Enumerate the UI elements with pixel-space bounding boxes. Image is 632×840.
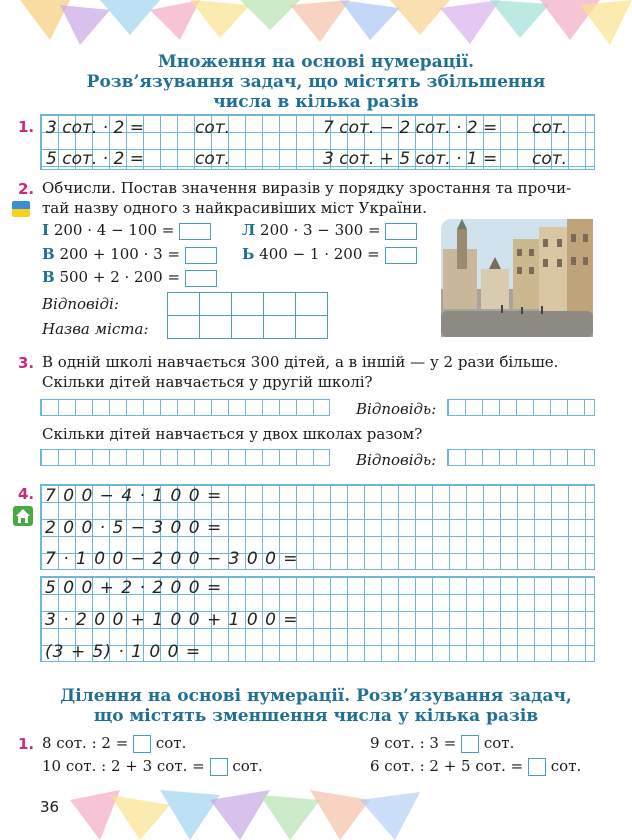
section1-title	[0, 52, 632, 112]
task1-row1-left-unit: сот.	[195, 118, 231, 138]
city-label: Назва міста:	[42, 320, 149, 338]
page-number: 36	[40, 798, 60, 816]
task5-item-4-expr: 6 сот. : 2 + 5 сот. =	[370, 757, 524, 775]
task3-question2: Скільки дітей навчається у двох школах разом?	[42, 425, 423, 443]
answer-strip[interactable]	[447, 399, 595, 416]
task5-number: 1.	[18, 735, 35, 753]
section1-title-line2: Розв’язування задач, що містять збільшення	[86, 72, 546, 92]
task5-item-2-unit: сот.	[483, 734, 515, 752]
lviv-city-photo	[441, 219, 593, 337]
task5-item-4	[370, 756, 581, 776]
task2-expr-soft-text: 400 − 1 · 200 =	[259, 245, 380, 263]
answer-box[interactable]	[185, 270, 217, 287]
solution-strip[interactable]	[40, 449, 330, 466]
answer-cell[interactable]	[264, 293, 296, 316]
task2-expr-l-letter: Л	[242, 221, 256, 239]
answers-label: Відповіді:	[42, 295, 119, 313]
city-cell[interactable]	[200, 316, 232, 339]
task2-text-line1: Обчисли. Постав значення виразів у порядку зростання та прочи-	[42, 179, 572, 197]
task1-row2-right-unit: сот.	[532, 149, 568, 169]
decorative-triangles-top	[0, 0, 632, 50]
task2-expr-i	[42, 220, 211, 240]
decorative-triangles-bottom	[0, 780, 632, 840]
task3-text-line1: В одній школі навчається 300 дітей, а в іншій — у 2 рази більше.	[42, 353, 559, 371]
ukraine-flag-icon	[12, 201, 30, 217]
section2-title-line2: що містять зменшення числа у кілька разів	[93, 706, 539, 726]
task2-text	[42, 178, 602, 218]
section2-title-line1: Ділення на основі нумерації. Розв’язування задач,	[60, 686, 572, 706]
city-cell[interactable]	[232, 316, 264, 339]
task4-expr-6: (3 + 5) · 1 0 0 =	[45, 642, 202, 662]
task3-text	[42, 352, 602, 392]
task5-item-4-unit: сот.	[550, 757, 582, 775]
task4-expr-5: 3 · 2 0 0 + 1 0 0 + 1 0 0 =	[45, 610, 299, 630]
task5-item-1-unit: сот.	[155, 734, 187, 752]
task5-item-3-expr: 10 сот. : 2 + 3 сот. =	[42, 757, 205, 775]
task1-row2-left-unit: сот.	[195, 149, 231, 169]
task2-expr-v2	[42, 267, 217, 287]
task1-row2-left: 5 сот. · 2 =	[46, 149, 144, 169]
answer-cell[interactable]	[168, 293, 200, 316]
answer-label: Відповідь:	[356, 451, 437, 469]
task2-number: 2.	[18, 180, 35, 198]
answer-cell[interactable]	[200, 293, 232, 316]
answer-cell[interactable]	[232, 293, 264, 316]
task2-expr-v2-text: 500 + 2 · 200 =	[59, 268, 181, 286]
task2-expr-l	[242, 220, 417, 240]
task1-row1-right: 7 сот. − 2 сот. · 2 =	[323, 118, 498, 138]
task3-text-line2: Скільки дітей навчається у другій школі?	[42, 373, 373, 391]
answer-box[interactable]	[185, 247, 217, 264]
task2-expr-v1	[42, 244, 217, 264]
answer-box[interactable]	[528, 758, 546, 776]
answer-box[interactable]	[133, 735, 151, 753]
task4-expr-2: 2 0 0 · 5 − 3 0 0 =	[45, 518, 223, 538]
task5-item-2	[370, 733, 514, 753]
task5-item-1-expr: 8 сот. : 2 =	[42, 734, 129, 752]
city-cell[interactable]	[296, 316, 328, 339]
section1-title-line1: Множення на основі нумерації.	[157, 52, 475, 72]
answer-box[interactable]	[210, 758, 228, 776]
section2-title	[0, 686, 632, 726]
task2-text-line2: тай назву одного з найкрасивіших міст України.	[42, 199, 427, 217]
task2-expr-l-text: 200 · 3 − 300 =	[260, 221, 381, 239]
task1-row2-right: 3 сот. + 5 сот. · 1 =	[323, 149, 498, 169]
city-cell[interactable]	[264, 316, 296, 339]
task2-expr-i-text: 200 · 4 − 100 =	[53, 221, 175, 239]
task5-item-2-expr: 9 сот. : 3 =	[370, 734, 457, 752]
task2-expr-i-letter: І	[42, 221, 50, 239]
answer-strip[interactable]	[447, 449, 595, 466]
answers-table	[167, 292, 328, 339]
task2-expr-v2-letter: В	[42, 268, 55, 286]
answer-box[interactable]	[179, 223, 211, 240]
task4-expr-1: 7 0 0 − 4 · 1 0 0 =	[45, 486, 223, 506]
task5-item-3-unit: сот.	[232, 757, 263, 775]
task2-expr-v1-letter: В	[42, 245, 55, 263]
task4-number: 4.	[18, 485, 35, 503]
section1-title-line3: числа в кілька разів	[213, 92, 419, 112]
task2-expr-soft-letter: Ь	[242, 245, 255, 263]
answer-label: Відповідь:	[356, 400, 437, 418]
task2-expr-v1-text: 200 + 100 · 3 =	[59, 245, 181, 263]
solution-strip[interactable]	[40, 399, 330, 416]
task1-row1-right-unit: сот.	[532, 118, 568, 138]
task4-expr-4: 5 0 0 + 2 · 2 0 0 =	[45, 578, 223, 598]
task4-expr-3: 7 · 1 0 0 − 2 0 0 − 3 0 0 =	[45, 549, 299, 569]
task1-number: 1.	[18, 118, 35, 136]
task5-item-1	[42, 733, 186, 753]
answer-box[interactable]	[385, 247, 417, 264]
task1-row1-left: 3 сот. · 2 =	[46, 118, 144, 138]
task2-expr-soft	[242, 244, 417, 264]
city-cell[interactable]	[168, 316, 200, 339]
answer-box[interactable]	[461, 735, 479, 753]
task5-item-3	[42, 756, 263, 776]
answer-cell[interactable]	[296, 293, 328, 316]
task3-number: 3.	[18, 354, 35, 372]
home-icon	[12, 505, 34, 527]
answer-box[interactable]	[385, 223, 417, 240]
